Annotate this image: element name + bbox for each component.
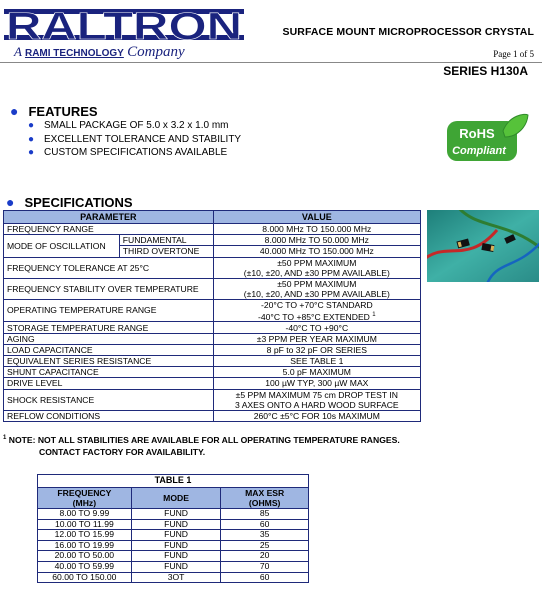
product-photo <box>427 210 539 282</box>
table-row: FREQUENCY RANGE 8.000 MHz TO 150.000 MHz <box>4 224 421 235</box>
esr-table <box>37 474 309 583</box>
mode-cell: FUND <box>131 540 221 551</box>
esr-cell: 85 <box>221 509 309 520</box>
table-row <box>38 519 309 530</box>
table-row: DRIVE LEVEL 100 µW TYP, 300 µW MAX <box>4 378 421 389</box>
page-number: Page 1 of 5 <box>493 49 534 59</box>
mode-cell: FUND <box>131 509 221 520</box>
feature-item: ● SMALL PACKAGE OF 5.0 x 3.2 x 1.0 mm <box>28 120 229 131</box>
frequency-cell: 16.00 TO 19.99 <box>38 540 132 551</box>
section-bullet-icon: ● <box>10 103 19 119</box>
table-row: MODE OF OSCILLATION FUNDAMENTAL 8.000 MHz TO 50.000 MHz <box>4 235 421 246</box>
mode-cell: FUND <box>131 551 221 562</box>
table-row <box>38 509 309 520</box>
table-row: OPERATING TEMPERATURE RANGE -20°C TO +70°C STANDARD -40°C TO +85°C EXTENDED $^1$ <box>4 299 421 322</box>
svg-text:Compliant: Compliant <box>452 145 506 157</box>
specifications-table <box>3 210 421 422</box>
esr-cell: 60 <box>221 572 309 583</box>
esr-cell: 20 <box>221 551 309 562</box>
table-caption: TABLE 1 <box>38 475 309 488</box>
esr-cell: 60 <box>221 519 309 530</box>
mode-cell: FUND <box>131 530 221 541</box>
esr-cell: 35 <box>221 530 309 541</box>
table-header-row <box>38 488 309 509</box>
section-bullet-icon: ● <box>6 194 15 210</box>
features-list <box>28 119 241 160</box>
mode-cell: FUND <box>131 519 221 530</box>
feature-item: ● CUSTOM SPECIFICATIONS AVAILABLE <box>28 147 228 158</box>
leaf-icon <box>503 114 528 137</box>
table-row: REFLOW CONDITIONS 260°C ±5°C FOR 10s MAXIMUM <box>4 410 421 421</box>
tagline-suffix: Company <box>127 44 185 60</box>
rohs-compliant-badge <box>447 113 529 165</box>
document-title: SURFACE MOUNT MICROPROCESSOR CRYSTAL <box>282 26 534 38</box>
footnote: $^1$ NOTE: NOT ALL STABILITIES ARE AVAILABLE FOR ALL OPERATING TEMPERATURE RANGES. CONTACT FACTORY FOR AVAILABILITY. <box>3 434 400 457</box>
company-tagline <box>14 44 185 61</box>
esr-cell: 25 <box>221 540 309 551</box>
table-row: FREQUENCY STABILITY OVER TEMPERATURE ±50 PPM MAXIMUM (±10, ±20, AND ±30 PPM AVAILABLE) <box>4 278 421 299</box>
bullet-icon: ● <box>28 133 35 145</box>
logo-text: RALTRON <box>6 6 243 44</box>
tagline-prefix: A <box>14 44 22 59</box>
table-row <box>38 530 309 541</box>
feature-item: ● EXCELLENT TOLERANCE AND STABILITY <box>28 133 242 145</box>
table-row <box>38 572 309 583</box>
svg-text:RoHS: RoHS <box>459 126 495 141</box>
esr-cell: 70 <box>221 561 309 572</box>
mode-cell: FUND <box>131 561 221 572</box>
frequency-cell: 8.00 TO 9.99 <box>38 509 132 520</box>
value-column-header: VALUE <box>213 211 420 224</box>
mode-cell: 3OT <box>131 572 221 583</box>
bullet-icon: ● <box>28 147 35 158</box>
specifications-heading: ● SPECIFICATIONS <box>6 194 133 210</box>
series-label: SERIES H130A <box>443 64 528 78</box>
frequency-column-header: FREQUENCY (MHz) <box>38 488 132 509</box>
frequency-cell: 20.00 TO 50.00 <box>38 551 132 562</box>
frequency-cell: 10.00 TO 11.99 <box>38 519 132 530</box>
header-divider <box>0 62 542 63</box>
frequency-cell: 60.00 TO 150.00 <box>38 572 132 583</box>
table-row <box>38 561 309 572</box>
mode-column-header: MODE <box>131 488 221 509</box>
table-row: LOAD CAPACITANCE 8 pF to 32 pF OR SERIES <box>4 344 421 355</box>
table-row: SHUNT CAPACITANCE 5.0 pF MAXIMUM <box>4 367 421 378</box>
bullet-icon: ● <box>28 120 35 131</box>
table-row: THIRD OVERTONE 40.000 MHz TO 150.000 MHz <box>4 246 421 257</box>
frequency-cell: 40.00 TO 59.99 <box>38 561 132 572</box>
table-row: STORAGE TEMPERATURE RANGE -40°C TO +90°C <box>4 322 421 333</box>
table-row <box>38 540 309 551</box>
features-heading: ● FEATURES <box>10 103 98 119</box>
table-row: EQUIVALENT SERIES RESISTANCE SEE TABLE 1 <box>4 355 421 366</box>
esr-column-header: MAX ESR (OHMS) <box>221 488 309 509</box>
raltron-logo <box>4 6 244 44</box>
table-header-row <box>4 211 421 224</box>
frequency-cell: 12.00 TO 15.99 <box>38 530 132 541</box>
table-row: FREQUENCY TOLERANCE AT 25°C ±50 PPM MAXIMUM (±10, ±20, AND ±30 PPM AVAILABLE) <box>4 257 421 278</box>
table-row: SHOCK RESISTANCE ±5 PPM MAXIMUM 75 cm DROP TEST IN 3 AXES ONTO A HARD WOOD SURFACE <box>4 389 421 410</box>
table-row: AGING ±3 PPM PER YEAR MAXIMUM <box>4 333 421 344</box>
table-row <box>38 551 309 562</box>
rami-technology-brand: RAMI TECHNOLOGY <box>24 48 124 59</box>
parameter-column-header: PARAMETER <box>4 211 214 224</box>
